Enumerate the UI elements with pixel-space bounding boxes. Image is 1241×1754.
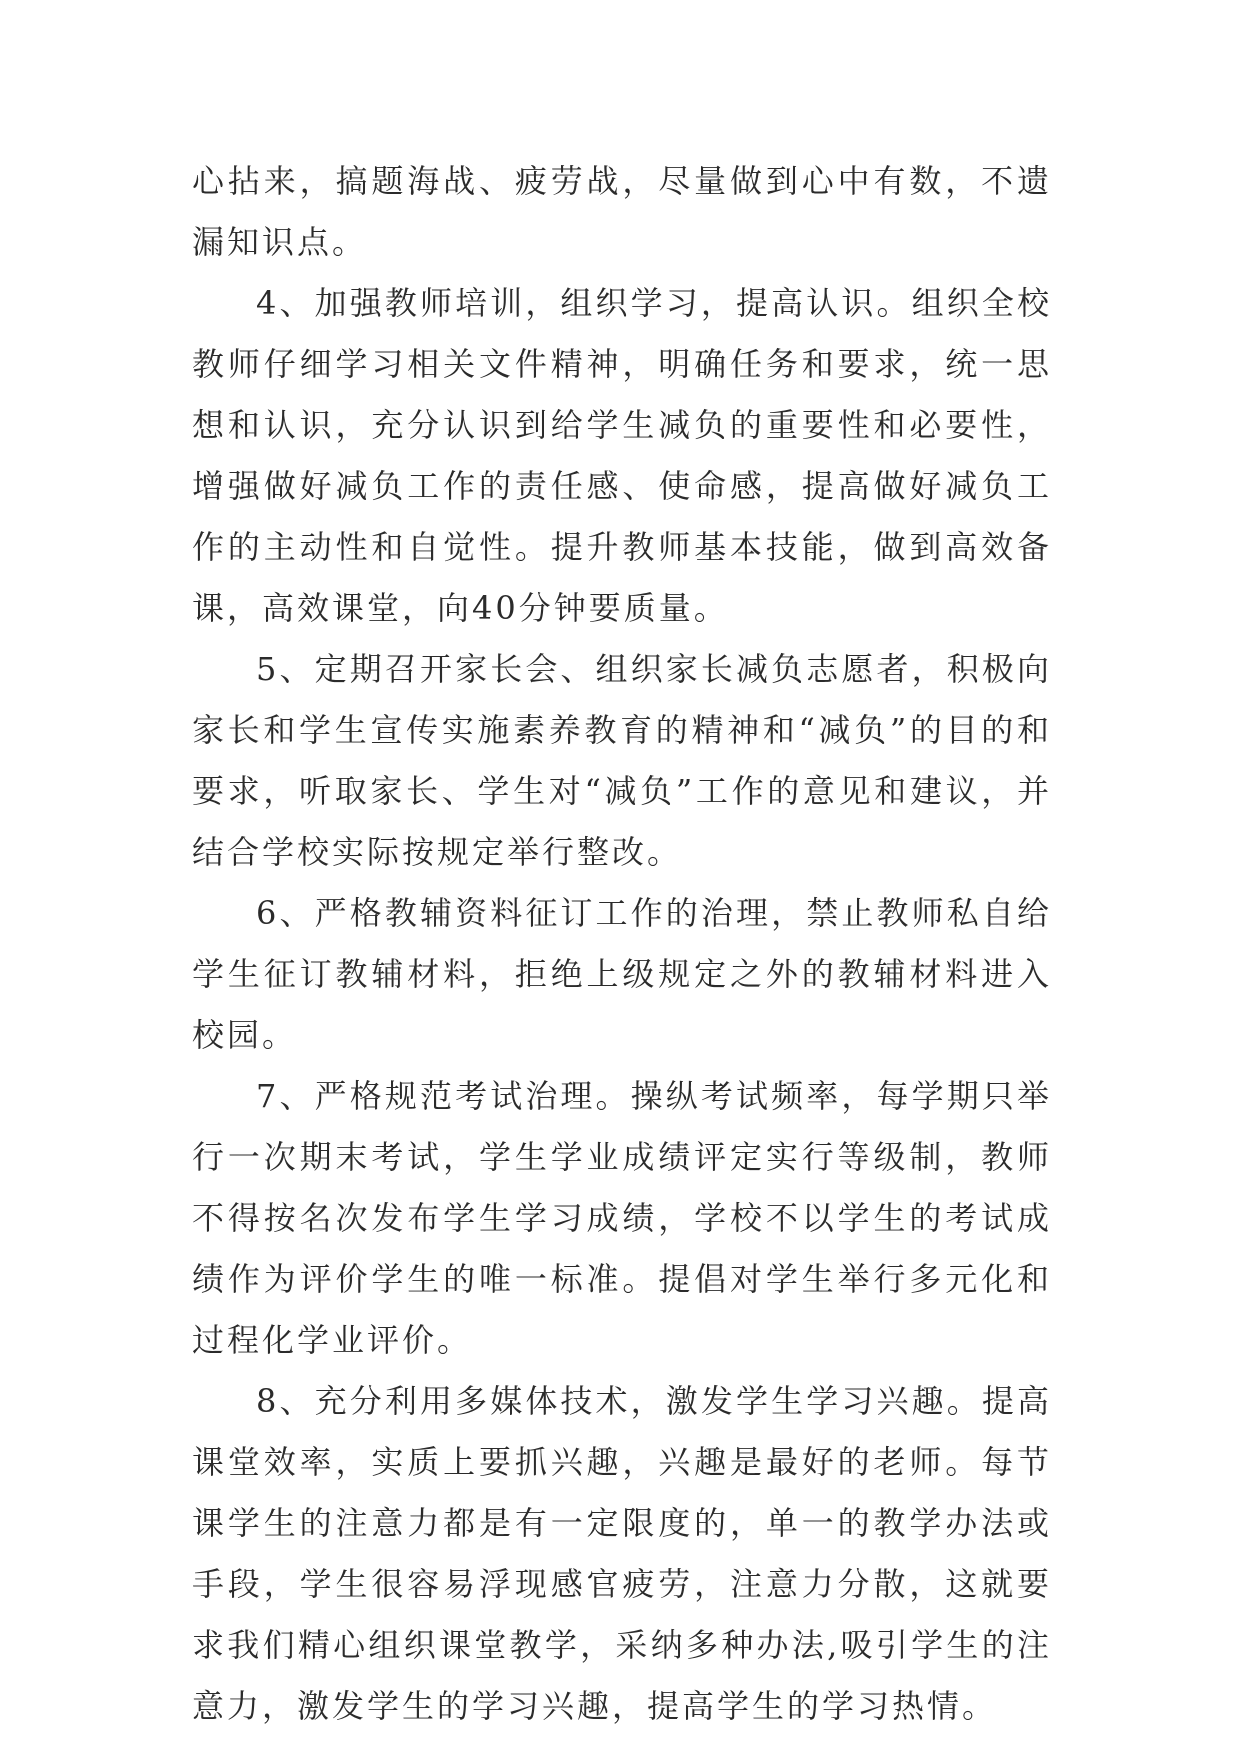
paragraph-item-6: 6、严格教辅资料征订工作的治理，禁止教师私自给学生征订教辅材料，拒绝上级规定之外的教辅材料进入校园。: [192, 894, 1052, 1054]
paragraph-item-4: 4、加强教师培训，组织学习，提高认识。组织全校教师仔细学习相关文件精神，明确任务和要求，统一思想和认识，充分认识到给学生减负的重要性和必要性，增强做好减负工作的责任感、使命感，提高做好减负工作的主动性和自觉性。提升教师基本技能，做到高效备课，高效课堂，向40分钟要质量。: [192, 284, 1052, 627]
paragraph-continuation: 心拈来，搞题海战、疲劳战，尽量做到心中有数，不遗漏知识点。: [192, 162, 1052, 261]
paragraph-item-5: 5、定期召开家长会、组织家长减负志愿者，积极向家长和学生宣传实施素养教育的精神和“减负”的目的和要求，听取家长、学生对“减负”工作的意见和建议，并结合学校实际按规定举行整改。: [192, 650, 1052, 871]
paragraph-item-8: 8、充分利用多媒体技术，激发学生学习兴趣。提高课堂效率，实质上要抓兴趣，兴趣是最好的老师。每节课学生的注意力都是有一定限度的，单一的教学办法或手段，学生很容易浮现感官疲劳，注意力分散，这就要求我们精心组织课堂教学，采纳多种办法,吸引学生的注意力，激发学生的学习兴趣，提高学生的学习热情。: [192, 1382, 1052, 1725]
paragraph-item-7: 7、严格规范考试治理。操纵考试频率，每学期只举行一次期末考试，学生学业成绩评定实行等级制，教师不得按名次发布学生学习成绩，学校不以学生的考试成绩作为评价学生的唯一标准。提倡对学生举行多元化和过程化学业评价。: [192, 1077, 1052, 1359]
document-body: [192, 151, 1052, 1737]
